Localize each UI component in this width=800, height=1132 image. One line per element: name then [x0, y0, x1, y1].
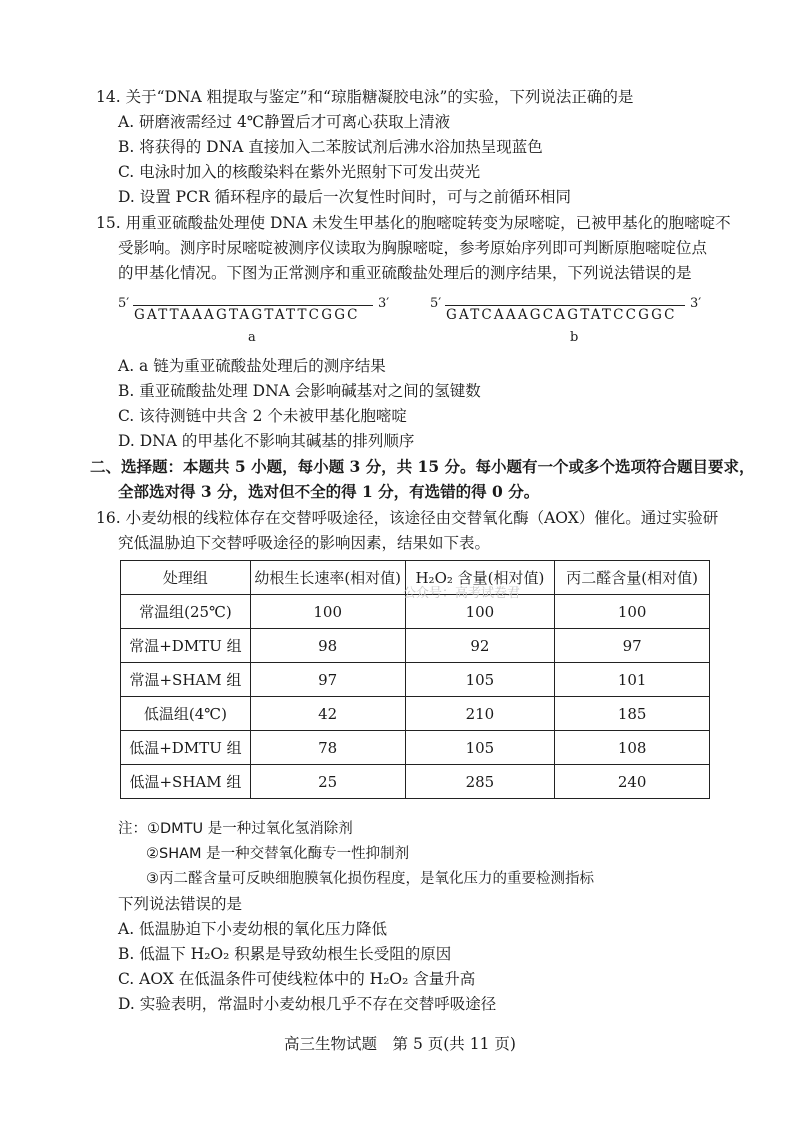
q16-prompt: 下列说法错误的是: [118, 895, 243, 913]
q16-note-3: ③丙二醛含量可反映细胞膜氧化损伤程度，是氧化压力的重要检测指标: [146, 871, 594, 887]
seq-b-five-prime: 5′: [430, 296, 442, 311]
table-cell: 常温+DMTU 组: [121, 629, 251, 663]
q16-note-2: ②SHAM 是一种交替氧化酶专一性抑制剂: [146, 846, 410, 862]
table-row: [121, 629, 710, 663]
table-header-cell: H₂O₂ 含量(相对值): [405, 561, 555, 595]
table-cell: 低温组(4℃): [121, 697, 251, 731]
seq-b-bases: GATCAAAGCAGTATCCGGC: [446, 307, 677, 323]
seq-a-three-prime: 3′: [378, 296, 390, 311]
q15-stem-line3: 的甲基化情况。下图为正常测序和重亚硫酸盐处理后的测序结果，下列说法错误的是: [118, 264, 692, 282]
table-cell: 78: [250, 731, 405, 765]
table-cell: 100: [250, 595, 405, 629]
q16-stem-line2: 究低温胁迫下交替呼吸途径的影响因素，结果如下表。: [118, 534, 491, 552]
q14-stem: 14. 关于“DNA 粗提取与鉴定”和“琼脂糖凝胶电泳”的实验，下列说法正确的是: [96, 88, 634, 106]
table-cell: 285: [405, 765, 555, 799]
seq-a-bases: GATTAAAGTAGTATTCGGC: [134, 307, 360, 323]
table-cell: 97: [555, 629, 710, 663]
table-row: [121, 765, 710, 799]
table-cell: 105: [405, 731, 555, 765]
table-row: [121, 697, 710, 731]
seq-b-label: b: [570, 330, 579, 345]
seq-b-three-prime: 3′: [690, 296, 702, 311]
table-header-cell: 丙二醛含量(相对值): [555, 561, 710, 595]
table-header-cell: 处理组: [121, 561, 251, 595]
q15-stem-line1: 15. 用重亚硫酸盐处理使 DNA 未发生甲基化的胞嘧啶转变为尿嘧啶，已被甲基化的胞嘧啶不: [96, 214, 731, 232]
q16-option-d: D. 实验表明，常温时小麦幼根几乎不存在交替呼吸途径: [118, 995, 497, 1013]
q15-option-c: C. 该待测链中共含 2 个未被甲基化胞嘧啶: [118, 407, 407, 425]
table-row: [121, 731, 710, 765]
q15-option-b: B. 重亚硫酸盐处理 DNA 会影响碱基对之间的氢键数: [118, 382, 481, 400]
q14-option-b: B. 将获得的 DNA 直接加入二苯胺试剂后沸水浴加热呈现蓝色: [118, 138, 543, 156]
section2-instructions-line2: 全部选对得 3 分，选对但不全的得 1 分，有选错的得 0 分。: [118, 482, 540, 501]
q14-option-a: A. 研磨液需经过 4℃静置后才可离心获取上清液: [118, 113, 451, 131]
seq-a-label: a: [248, 330, 256, 345]
table-cell: 42: [250, 697, 405, 731]
q16-stem-line1: 16. 小麦幼根的线粒体存在交替呼吸途径，该途径由交替氧化酶（AOX）催化。通过实验研: [96, 509, 719, 527]
q14-option-c: C. 电泳时加入的核酸染料在紫外光照射下可发出荧光: [118, 163, 481, 181]
table-header-cell: 幼根生长速率(相对值): [250, 561, 405, 595]
q16-option-b: B. 低温下 H₂O₂ 积累是导致幼根生长受阻的原因: [118, 945, 452, 963]
q16-note-1: 注：①DMTU 是一种过氧化氢消除剂: [118, 821, 353, 837]
table-cell: 100: [555, 595, 710, 629]
table-cell: 100: [405, 595, 555, 629]
page-footer: 高三生物试题 第 5 页(共 11 页): [284, 1035, 516, 1053]
table-cell: 常温+SHAM 组: [121, 663, 251, 697]
table-cell: 108: [555, 731, 710, 765]
q14-option-d: D. 设置 PCR 循环程序的最后一次复性时间时，可与之前循环相同: [118, 188, 572, 206]
table-cell: 常温组(25℃): [121, 595, 251, 629]
table-row: [121, 663, 710, 697]
table-cell: 98: [250, 629, 405, 663]
table-cell: 低温+DMTU 组: [121, 731, 251, 765]
q15-option-d: D. DNA 的甲基化不影响其碱基的排列顺序: [118, 432, 415, 450]
q16-option-c: C. AOX 在低温条件可使线粒体中的 H₂O₂ 含量升高: [118, 970, 476, 988]
table-cell: 210: [405, 697, 555, 731]
seq-a-five-prime: 5′: [118, 296, 130, 311]
q15-stem-line2: 受影响。测序时尿嘧啶被测序仪读取为胸腺嘧啶，参考原始序列即可判断原胞嘧啶位点: [118, 239, 708, 257]
table-cell: 低温+SHAM 组: [121, 765, 251, 799]
table-cell: 240: [555, 765, 710, 799]
section2-instructions-line1: 二、选择题：本题共 5 小题，每小题 3 分，共 15 分。每小题有一个或多个选项符合题目要求，: [90, 457, 755, 476]
table-cell: 97: [250, 663, 405, 697]
q16-option-a: A. 低温胁迫下小麦幼根的氧化压力降低: [118, 920, 388, 938]
table-cell: 25: [250, 765, 405, 799]
table-cell: 185: [555, 697, 710, 731]
table-cell: 105: [405, 663, 555, 697]
seq-b-strand-line: [445, 305, 685, 306]
table-cell: 101: [555, 663, 710, 697]
seq-a-strand-line: [133, 305, 373, 306]
table-cell: 92: [405, 629, 555, 663]
q15-option-a: A. a 链为重亚硫酸盐处理后的测序结果: [118, 357, 386, 375]
watermark: 公众号：高考试卷君: [403, 586, 521, 601]
